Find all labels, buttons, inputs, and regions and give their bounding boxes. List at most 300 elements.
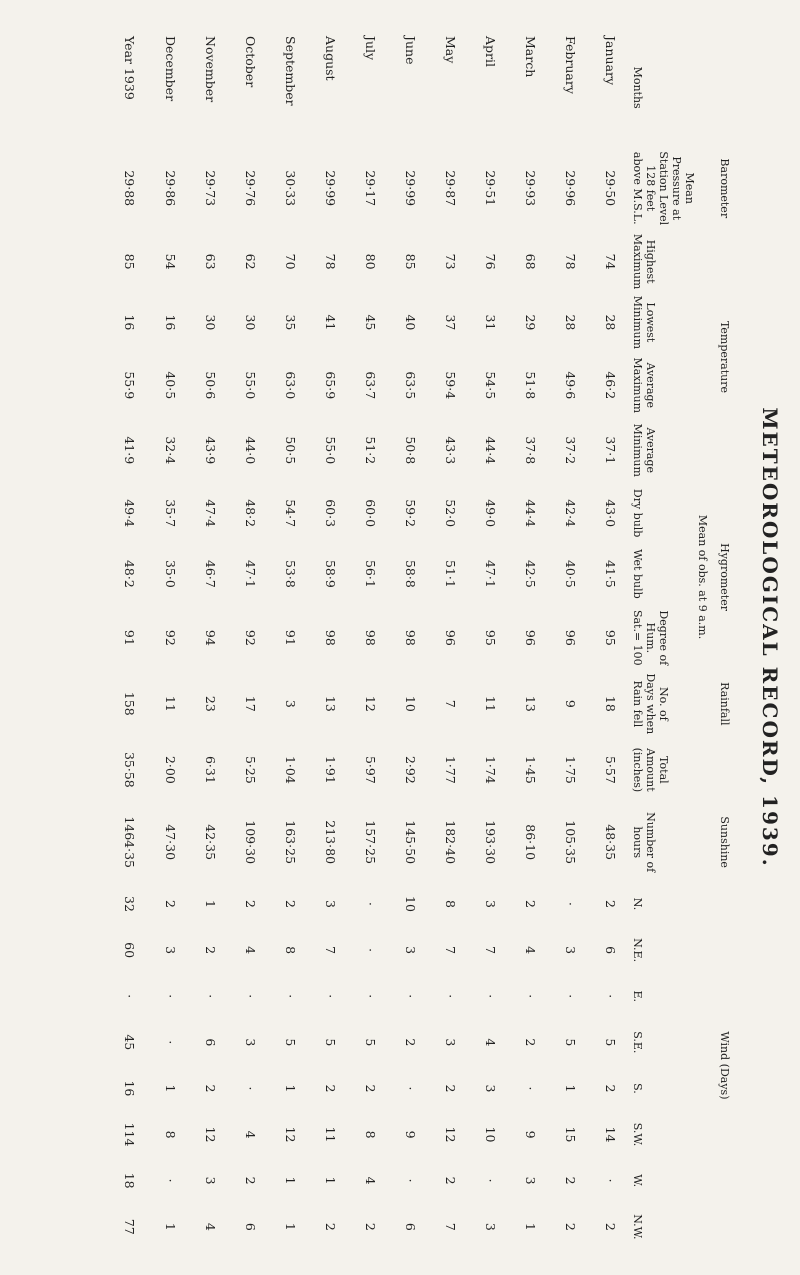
table-cell: · xyxy=(563,902,579,906)
table-cell: · xyxy=(163,1040,179,1045)
table-cell: 47·1 xyxy=(483,559,499,588)
table-cell: 60·0 xyxy=(363,499,379,528)
table-cell: 14 xyxy=(603,1126,619,1143)
table-cell: 1 xyxy=(563,1084,579,1093)
table-cell: 92 xyxy=(243,629,259,646)
month-label: August xyxy=(323,36,339,81)
table-cell: 105·35 xyxy=(563,820,579,865)
table-row xyxy=(231,30,271,1250)
year-cell: 29·88 xyxy=(122,170,138,207)
table-cell: 3 xyxy=(203,1176,219,1185)
year-cell: 45 xyxy=(122,1034,138,1051)
table-cell: 30 xyxy=(203,314,219,331)
table-cell: 70 xyxy=(283,253,299,270)
column-header: Number of hours xyxy=(631,812,657,873)
table-cell: 29·73 xyxy=(203,170,219,207)
month-label: March xyxy=(523,36,539,78)
table-cell: 2 xyxy=(323,1084,339,1093)
table-cell: 7 xyxy=(443,699,459,708)
table-cell: 193·30 xyxy=(483,820,499,865)
table-cell: 73 xyxy=(443,253,459,270)
table-cell: 10 xyxy=(403,896,419,912)
table-row xyxy=(511,30,551,1250)
year-cell: 16 xyxy=(122,314,138,331)
table-cell: 1 xyxy=(163,1084,179,1093)
table-cell: · xyxy=(523,994,539,999)
table-cell: 68 xyxy=(523,253,539,270)
table-cell: 7 xyxy=(323,946,339,955)
table-cell: 4 xyxy=(243,946,259,955)
month-label: November xyxy=(203,36,219,103)
year-cell: 114 xyxy=(122,1122,138,1147)
month-label: September xyxy=(283,36,299,106)
table-cell: 2 xyxy=(363,1084,379,1093)
table-cell: 51·1 xyxy=(443,559,459,588)
table-cell: 6 xyxy=(603,946,619,955)
column-header: Lowest Minimum xyxy=(631,295,657,350)
table-cell: 11 xyxy=(323,1126,339,1143)
table-cell: 42·35 xyxy=(203,824,219,861)
table-cell: 3 xyxy=(443,1038,459,1047)
table-cell: 31 xyxy=(483,314,499,331)
table-cell: 63·5 xyxy=(403,371,419,400)
table-cell: · xyxy=(363,902,379,906)
table-cell: 95 xyxy=(483,629,499,646)
month-label: May xyxy=(443,36,459,64)
year-cell: 55·9 xyxy=(122,371,138,400)
table-cell: 9 xyxy=(403,1130,419,1139)
table-cell: 1 xyxy=(163,1222,179,1231)
table-cell: 29·96 xyxy=(563,170,579,207)
table-cell: 43·3 xyxy=(443,436,459,465)
table-cell: 3 xyxy=(563,946,579,955)
table-cell: 5 xyxy=(603,1038,619,1047)
table-cell: 51·2 xyxy=(363,436,379,465)
year-cell: 91 xyxy=(122,629,138,646)
table-cell: 157·25 xyxy=(363,820,379,865)
table-cell: · xyxy=(203,994,219,999)
table-cell: 60·3 xyxy=(323,499,339,528)
table-cell: 46·2 xyxy=(603,371,619,400)
table-row xyxy=(151,30,191,1250)
year-cell: 158 xyxy=(122,691,138,716)
table-cell: 2 xyxy=(163,900,179,908)
table-cell: 2 xyxy=(443,1084,459,1093)
month-label: April xyxy=(483,36,499,67)
table-cell: 1 xyxy=(523,1222,539,1231)
table-cell: 96 xyxy=(563,629,579,646)
group-wind: Wind (Days) xyxy=(718,1031,731,1100)
table-cell: 1 xyxy=(283,1084,299,1093)
table-cell: 4 xyxy=(523,946,539,955)
table-cell: 163·25 xyxy=(283,820,299,865)
table-cell: 29·76 xyxy=(243,170,259,207)
table-cell: 3 xyxy=(243,1038,259,1047)
table-cell: 29·99 xyxy=(323,170,339,207)
column-header: Wet bulb xyxy=(631,549,644,599)
table-cell: 6 xyxy=(203,1038,219,1047)
table-row xyxy=(591,30,631,1250)
year-cell: 49·4 xyxy=(122,499,138,528)
group-sunshine: Sunshine xyxy=(718,816,731,868)
table-cell: 94 xyxy=(203,629,219,646)
table-cell: 85 xyxy=(403,253,419,270)
table-cell: 4 xyxy=(363,1176,379,1185)
year-cell: 1464·35 xyxy=(122,816,138,869)
table-cell: 32·4 xyxy=(163,436,179,465)
meteorological-table xyxy=(109,30,740,1250)
table-cell: 50·5 xyxy=(283,436,299,465)
year-total-row xyxy=(109,30,151,1250)
column-header: No. of Days when Rain fell xyxy=(631,673,670,735)
column-header: S.E. xyxy=(631,1031,644,1054)
month-label: January xyxy=(603,36,619,86)
table-cell: 35·0 xyxy=(163,559,179,588)
table-cell: 44·4 xyxy=(523,499,539,528)
table-row xyxy=(351,30,391,1250)
table-cell: · xyxy=(603,994,619,999)
table-cell: 2 xyxy=(363,1222,379,1231)
year-cell: 77 xyxy=(122,1218,138,1235)
year-cell: 35·58 xyxy=(122,751,138,788)
table-cell: 1 xyxy=(283,1176,299,1185)
table-cell: 46·7 xyxy=(203,559,219,588)
table-cell: 2 xyxy=(203,1084,219,1093)
year-label: Year 1939 xyxy=(122,36,138,100)
table-cell: 2 xyxy=(403,1038,419,1047)
table-cell: 145·50 xyxy=(403,820,419,865)
table-cell: 18 xyxy=(603,695,619,712)
table-cell: 10 xyxy=(483,1126,499,1143)
table-cell: 56·1 xyxy=(363,559,379,588)
table-cell: 37·8 xyxy=(523,436,539,465)
table-cell: 12 xyxy=(363,695,379,712)
column-header: E. xyxy=(631,990,644,1002)
table-cell: 29·87 xyxy=(443,170,459,207)
table-cell: 41 xyxy=(323,314,339,331)
column-header: Degree of Hum. Sat.= 100 xyxy=(631,609,670,666)
table-cell: 7 xyxy=(443,1222,459,1231)
table-cell: 9 xyxy=(563,699,579,708)
table-cell: 96 xyxy=(523,629,539,646)
table-row xyxy=(191,30,231,1250)
table-cell: 59·2 xyxy=(403,499,419,528)
table-cell: 49·0 xyxy=(483,499,499,528)
table-cell: 51·8 xyxy=(523,371,539,400)
table-cell: 1 xyxy=(283,1222,299,1231)
table-row xyxy=(471,30,511,1250)
column-header: N.W. xyxy=(631,1214,644,1240)
hygrometer-note: Mean of obs. at 9 a.m. xyxy=(696,514,709,640)
table-cell: 52·0 xyxy=(443,499,459,528)
table-row xyxy=(551,30,591,1250)
table-cell: 5 xyxy=(563,1038,579,1047)
table-cell: 1 xyxy=(203,900,219,908)
table-cell: 29·86 xyxy=(163,170,179,207)
table-cell: 13 xyxy=(323,695,339,712)
table-cell: 92 xyxy=(163,629,179,646)
table-cell: 76 xyxy=(483,253,499,270)
table-cell: 54 xyxy=(163,253,179,270)
table-cell: · xyxy=(443,994,459,999)
group-barometer: Barometer xyxy=(718,158,731,219)
table-cell: 3 xyxy=(483,1084,499,1093)
table-cell: 2 xyxy=(203,946,219,955)
table-cell: 48·2 xyxy=(243,499,259,528)
table-cell: 8 xyxy=(363,1130,379,1139)
table-cell: 11 xyxy=(483,695,499,712)
table-cell: 29·17 xyxy=(363,170,379,207)
column-header: S.W. xyxy=(631,1122,644,1147)
table-cell: 80 xyxy=(363,253,379,270)
table-cell: 41·5 xyxy=(603,559,619,588)
year-cell: 85 xyxy=(122,253,138,270)
month-label: December xyxy=(163,36,179,102)
column-header: W. xyxy=(631,1174,644,1188)
year-cell: 18 xyxy=(122,1172,138,1189)
table-cell: 28 xyxy=(563,314,579,331)
table-cell: 95 xyxy=(603,629,619,646)
table-row xyxy=(311,30,351,1250)
month-label: October xyxy=(243,36,259,88)
table-cell: 3 xyxy=(403,946,419,955)
table-cell: 43·0 xyxy=(603,499,619,528)
table-cell: 1·45 xyxy=(523,755,539,784)
table-cell: 182·40 xyxy=(443,820,459,865)
table-cell: 2 xyxy=(563,1222,579,1231)
table-cell: 50·8 xyxy=(403,436,419,465)
month-label: February xyxy=(563,36,579,94)
table-cell: 35·7 xyxy=(163,499,179,528)
table-cell: 78 xyxy=(563,253,579,270)
table-cell: 98 xyxy=(363,629,379,646)
table-cell: 1·74 xyxy=(483,755,499,784)
table-cell: 2 xyxy=(523,1038,539,1047)
table-cell: 4 xyxy=(483,1038,499,1047)
table-cell: 109·30 xyxy=(243,820,259,865)
table-cell: 63 xyxy=(203,253,219,270)
column-header: N.E. xyxy=(631,938,644,963)
table-cell: · xyxy=(283,994,299,999)
table-cell: 91 xyxy=(283,629,299,646)
table-cell: 78 xyxy=(323,253,339,270)
table-row xyxy=(271,30,311,1250)
table-cell: 98 xyxy=(323,629,339,646)
table-cell: 50·6 xyxy=(203,371,219,400)
table-cell: · xyxy=(403,1178,419,1183)
table-cell: 44·0 xyxy=(243,436,259,465)
table-cell: 74 xyxy=(603,253,619,270)
table-cell: 37·1 xyxy=(603,436,619,465)
table-cell: 47·4 xyxy=(203,499,219,528)
table-cell: 49·6 xyxy=(563,371,579,400)
table-cell: 5 xyxy=(283,1038,299,1047)
column-header: Highest Maximum xyxy=(631,233,657,290)
table-cell: 2 xyxy=(443,1176,459,1185)
table-cell: 59·4 xyxy=(443,371,459,400)
table-cell: 3 xyxy=(483,1222,499,1231)
table-cell: · xyxy=(243,1086,259,1091)
column-header: Mean Pressure at Station Level 128 feet above M.S.L. xyxy=(631,151,696,226)
table-cell: 29·51 xyxy=(483,170,499,207)
table-cell: 65·9 xyxy=(323,371,339,400)
month-label: July xyxy=(363,36,379,61)
table-cell: · xyxy=(163,994,179,999)
table-cell: 63·7 xyxy=(363,371,379,400)
table-cell: 86·10 xyxy=(523,824,539,861)
group-hygrometer: Hygrometer xyxy=(718,543,731,611)
year-cell: 48·2 xyxy=(122,559,138,588)
table-cell: 29·93 xyxy=(523,170,539,207)
column-header: Dry bulb xyxy=(631,488,644,538)
table-row xyxy=(391,30,431,1250)
year-cell: 41·9 xyxy=(122,436,138,465)
table-cell: 10 xyxy=(403,695,419,712)
table-cell: 47·1 xyxy=(243,559,259,588)
year-cell: 16 xyxy=(122,1080,138,1097)
table-cell: 5 xyxy=(363,1038,379,1047)
table-cell: 2 xyxy=(603,900,619,908)
table-cell: 17 xyxy=(243,695,259,712)
table-cell: 45 xyxy=(363,314,379,331)
table-cell: 37 xyxy=(443,314,459,331)
table-cell: 29·50 xyxy=(603,170,619,207)
table-cell: 4 xyxy=(243,1130,259,1139)
table-cell: · xyxy=(363,994,379,999)
table-cell: 29 xyxy=(523,314,539,331)
table-cell: 40 xyxy=(403,314,419,331)
table-cell: 7 xyxy=(443,946,459,955)
table-cell: · xyxy=(363,948,379,953)
table-cell: 2 xyxy=(243,1176,259,1185)
table-cell: 12 xyxy=(203,1126,219,1143)
table-cell: 1·75 xyxy=(563,755,579,784)
table-cell: 3 xyxy=(523,1176,539,1185)
table-cell: 40·5 xyxy=(563,559,579,588)
table-cell: 13 xyxy=(523,695,539,712)
table-cell: 37·2 xyxy=(563,436,579,465)
table-cell: 53·8 xyxy=(283,559,299,588)
table-cell: · xyxy=(563,994,579,999)
table-cell: 3 xyxy=(483,900,499,908)
table-cell: 6 xyxy=(243,1222,259,1231)
table-cell: 6·31 xyxy=(203,755,219,784)
table-cell: 12 xyxy=(443,1126,459,1143)
year-cell: · xyxy=(122,994,138,999)
column-header: Total Amount (inches) xyxy=(631,747,670,793)
column-headers xyxy=(631,30,696,1250)
table-cell: 2·00 xyxy=(163,755,179,784)
table-cell: 55·0 xyxy=(243,371,259,400)
column-header: Average Minimum xyxy=(631,423,657,477)
table-cell: 12 xyxy=(283,1126,299,1143)
table-cell: · xyxy=(163,1178,179,1183)
table-body xyxy=(109,30,631,1250)
table-cell: 5·25 xyxy=(243,755,259,784)
table-cell: · xyxy=(603,1178,619,1183)
table-cell: 5 xyxy=(323,1038,339,1047)
table-cell: 35 xyxy=(283,314,299,331)
column-header: N. xyxy=(631,897,644,911)
table-cell: 4 xyxy=(203,1222,219,1231)
table-cell: 96 xyxy=(443,629,459,646)
table-cell: 30·33 xyxy=(283,170,299,207)
table-cell: · xyxy=(403,1086,419,1091)
table-cell: 2 xyxy=(283,900,299,908)
table-cell: 28 xyxy=(603,314,619,331)
table-cell: 30 xyxy=(243,314,259,331)
table-cell: 6 xyxy=(403,1222,419,1231)
table-cell: 40·5 xyxy=(163,371,179,400)
table-cell: · xyxy=(483,1178,499,1183)
table-cell: 2·92 xyxy=(403,755,419,784)
table-row xyxy=(431,30,471,1250)
table-cell: 213·80 xyxy=(323,820,339,865)
table-cell: 2 xyxy=(243,900,259,908)
table-cell: 58·8 xyxy=(403,559,419,588)
table-cell: 42·5 xyxy=(523,559,539,588)
table-cell: 2 xyxy=(523,900,539,908)
table-cell: 58·9 xyxy=(323,559,339,588)
table-cell: 44·4 xyxy=(483,436,499,465)
column-header: Average Maximum xyxy=(631,357,657,414)
table-cell: 1·04 xyxy=(283,755,299,784)
table-cell: · xyxy=(483,994,499,999)
table-cell: 43·9 xyxy=(203,436,219,465)
table-cell: · xyxy=(523,1086,539,1091)
table-cell: 3 xyxy=(163,946,179,955)
table-cell: 5·97 xyxy=(363,755,379,784)
table-cell: 7 xyxy=(483,946,499,955)
table-cell: 1 xyxy=(323,1176,339,1185)
table-cell: 3 xyxy=(323,900,339,908)
table-cell: 8 xyxy=(443,900,459,908)
table-cell: 3 xyxy=(283,699,299,708)
column-header: Months xyxy=(631,66,644,109)
table-cell: 8 xyxy=(283,946,299,955)
table-cell: 55·0 xyxy=(323,436,339,465)
group-rainfall: Rainfall xyxy=(718,682,731,726)
column-header: S. xyxy=(631,1083,644,1094)
table-cell: 98 xyxy=(403,629,419,646)
table-cell: · xyxy=(403,994,419,999)
table-cell: 62 xyxy=(243,253,259,270)
table-cell: 47·30 xyxy=(163,824,179,861)
table-cell: 1·77 xyxy=(443,755,459,784)
table-cell: 23 xyxy=(203,695,219,712)
table-cell: 11 xyxy=(163,695,179,712)
table-cell: 2 xyxy=(563,1176,579,1185)
group-temperature: Temperature xyxy=(718,320,731,394)
table-cell: 48·35 xyxy=(603,824,619,861)
page-title: METEOROLOGICAL RECORD, 1939. xyxy=(758,407,782,868)
month-label: June xyxy=(403,36,419,65)
table-cell: · xyxy=(243,994,259,999)
table-cell: 2 xyxy=(323,1222,339,1231)
table-cell: 63·0 xyxy=(283,371,299,400)
table-cell: 2 xyxy=(603,1084,619,1093)
year-cell: 32 xyxy=(122,896,138,912)
table-cell: · xyxy=(323,994,339,999)
year-cell: 60 xyxy=(122,942,138,959)
table-cell: 5·57 xyxy=(603,755,619,784)
table-cell: 1·91 xyxy=(323,755,339,784)
table-cell: 54·5 xyxy=(483,371,499,400)
table-cell: 42·4 xyxy=(563,499,579,528)
table-cell: 2 xyxy=(603,1222,619,1231)
table-cell: 29·99 xyxy=(403,170,419,207)
table-cell: 16 xyxy=(163,314,179,331)
